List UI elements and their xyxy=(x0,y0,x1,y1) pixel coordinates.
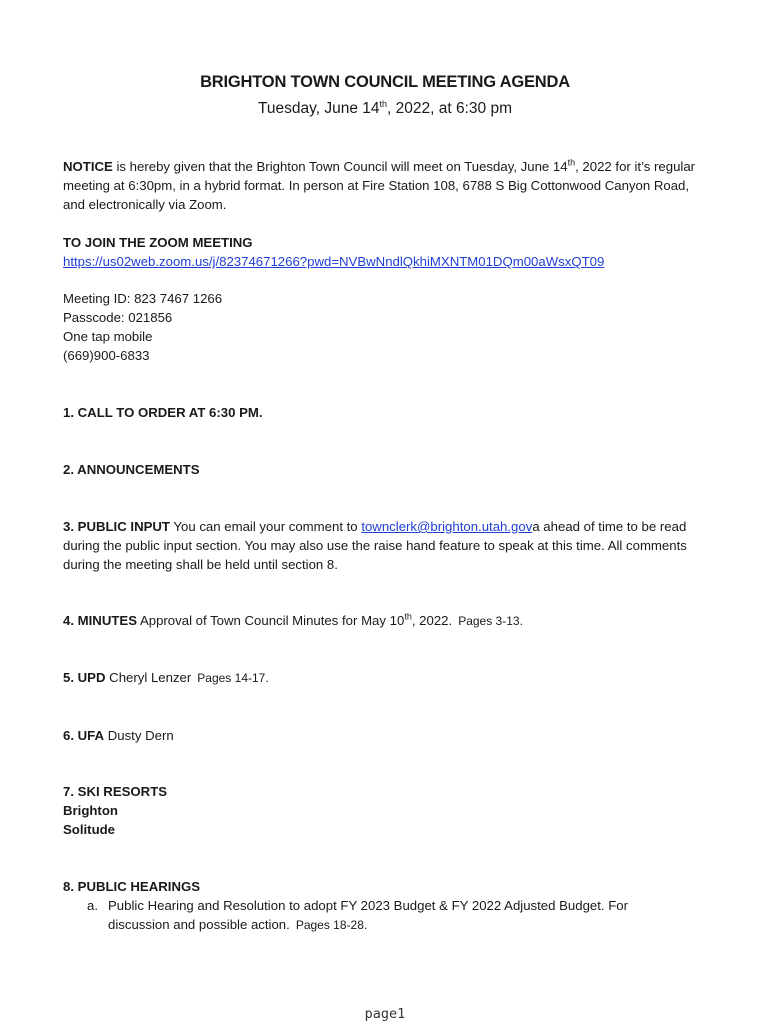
phone-number: (669)900-6833 xyxy=(63,348,150,363)
notice-paragraph xyxy=(63,157,703,214)
public-input-label: 3. PUBLIC INPUT xyxy=(63,519,170,534)
upd-pages: Pages 14-17. xyxy=(197,671,269,685)
list-marker: a. xyxy=(87,898,98,913)
notice-superscript: th xyxy=(567,157,576,168)
ufa-label: 6. UFA xyxy=(63,728,105,743)
zoom-link[interactable]: https://us02web.zoom.us/j/82374671266?pwd=NVBwNndlQkhiMXNTM01DQm00aWsxQT09 xyxy=(63,254,605,269)
zoom-heading: TO JOIN THE ZOOM MEETING xyxy=(63,235,253,250)
one-tap-mobile: One tap mobile xyxy=(63,329,153,344)
zoom-details xyxy=(63,289,703,365)
minutes-label: 4. MINUTES xyxy=(63,613,138,628)
item-upd: 5. UPD Cheryl Lenzer Pages 14-17. xyxy=(63,670,269,685)
item-minutes: 4. MINUTES Approval of Town Council Minutes for May 10th, 2022. Pages 3-13. xyxy=(63,611,523,628)
notice-text: is hereby given that the Brighton Town Council will meet on Tuesday, June 14 xyxy=(112,159,568,174)
page-title: BRIGHTON TOWN COUNCIL MEETING AGENDA xyxy=(200,73,570,91)
notice-text-cont: , 2022 for it’s regular meeting at 6:30pm, in a hybrid format. In person at Fire Station 108, 6788 S Big Cottonwood Canyon Road, and electronically via Zoom. xyxy=(63,159,696,212)
date-text: Tuesday, June 14 xyxy=(258,100,380,117)
public-hearing-item-a: a. Public Hearing and Resolution to adopt FY 2023 Budget & FY 2022 Adjusted Budget. For discussion and possible action. Pages 18-28. xyxy=(87,898,629,932)
zoom-section xyxy=(63,233,703,271)
item-ski-resorts xyxy=(63,782,703,839)
item-ufa: 6. UFA Dusty Dern xyxy=(63,728,174,743)
date-time-text: , 2022, at 6:30 pm xyxy=(387,100,512,117)
ski-resorts-label: 7. SKI RESORTS xyxy=(63,784,168,799)
email-link[interactable]: townclerk@brighton.utah.gov xyxy=(361,519,533,534)
minutes-pages: Pages 3-13. xyxy=(458,614,523,628)
hearing-pages: Pages 18-28. xyxy=(295,918,368,932)
resort-brighton: Brighton xyxy=(63,803,118,818)
item-public-input: 3. PUBLIC INPUT You can email your comment to townclerk@brighton.utah.gova ahead of time to be read during the public input section. You may also use the raise hand feature to speak at this time. All comments during the meeting shall be held until section 8. xyxy=(63,519,687,572)
upd-label: 5. UPD xyxy=(63,670,106,685)
public-hearings-label: 8. PUBLIC HEARINGS xyxy=(63,879,201,894)
date-superscript: th xyxy=(379,98,388,109)
passcode: Passcode: 021856 xyxy=(63,310,173,325)
item-announcements: 2. ANNOUNCEMENTS xyxy=(63,462,200,477)
notice-label: NOTICE xyxy=(63,159,113,174)
meeting-id: Meeting ID: 823 7467 1266 xyxy=(63,291,223,306)
item-call-to-order: 1. CALL TO ORDER AT 6:30 PM. xyxy=(63,405,263,420)
item-public-hearings xyxy=(63,877,703,896)
page-number: page1 xyxy=(364,1006,406,1022)
meeting-date xyxy=(0,100,770,118)
resort-solitude: Solitude xyxy=(63,822,116,837)
